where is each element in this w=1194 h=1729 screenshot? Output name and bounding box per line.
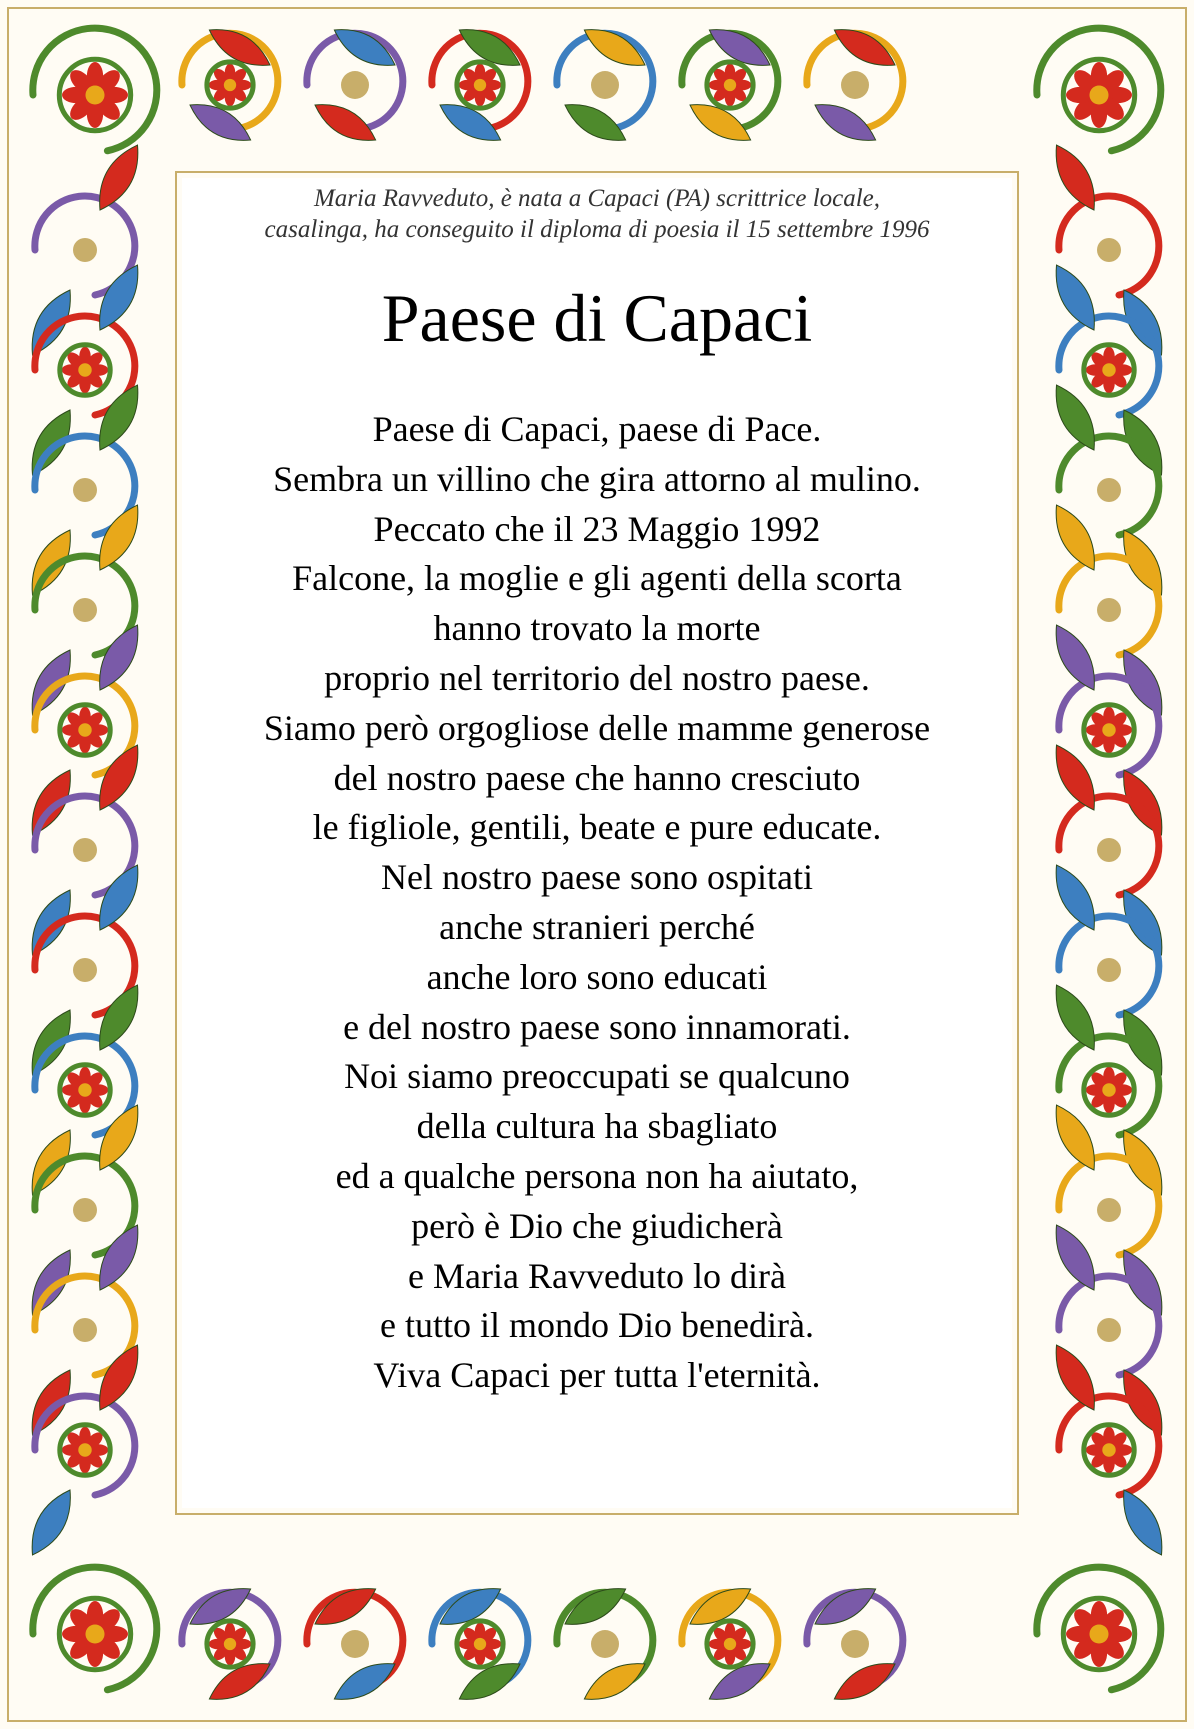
acanthus-leaf bbox=[1056, 145, 1094, 210]
acanthus-leaf bbox=[1124, 1490, 1162, 1555]
acanthus-leaf bbox=[100, 745, 138, 810]
gold-leaf-dot bbox=[341, 71, 369, 99]
acanthus-leaf bbox=[1056, 505, 1094, 570]
acanthus-leaf bbox=[100, 385, 138, 450]
acanthus-leaf bbox=[1056, 1345, 1094, 1410]
acanthus-leaf bbox=[100, 985, 138, 1050]
gold-leaf-dot bbox=[73, 1198, 97, 1222]
acanthus-leaf bbox=[1056, 625, 1094, 690]
acanthus-leaf bbox=[334, 1664, 395, 1700]
poem-line: le figliole, gentili, beate e pure educate. bbox=[312, 807, 882, 848]
flower-center bbox=[724, 1638, 736, 1650]
acanthus-leaf bbox=[100, 265, 138, 330]
poem-line: Paese di Capaci, paese di Pace. bbox=[372, 409, 822, 449]
poem-line: ed a qualche persona non ha aiutato, bbox=[335, 1155, 859, 1196]
acanthus-leaf bbox=[100, 865, 138, 930]
acanthus-leaf bbox=[100, 1225, 138, 1290]
acanthus-leaf bbox=[315, 105, 376, 141]
flower-center bbox=[78, 1443, 91, 1456]
flower-center bbox=[1102, 363, 1115, 376]
acanthus-leaf bbox=[100, 145, 138, 210]
poem-line: e Maria Ravveduto lo dirà bbox=[408, 1255, 786, 1296]
acanthus-leaf bbox=[1056, 1225, 1094, 1290]
acanthus-leaf bbox=[440, 105, 501, 141]
acanthus-leaf bbox=[100, 1105, 138, 1170]
acanthus-leaf bbox=[565, 105, 626, 141]
poem-line: però è Dio che giudicherà bbox=[411, 1205, 783, 1246]
poem-line: Falcone, la moglie e gli agenti della scorta bbox=[292, 558, 902, 599]
flower-center bbox=[78, 1083, 91, 1096]
poem-line: Peccato che il 23 Maggio 1992 bbox=[373, 508, 821, 549]
flower-center bbox=[474, 1638, 486, 1650]
caption-line-2: casalinga, ha conseguito il diploma di poesia il 15 settembre 1996 bbox=[264, 216, 930, 243]
poem-line: hanno trovato la morte bbox=[433, 608, 761, 649]
poem-line: e tutto il mondo Dio benedirà. bbox=[380, 1305, 814, 1346]
acanthus-leaf bbox=[209, 1664, 270, 1700]
flower-center bbox=[224, 79, 236, 91]
flower-center bbox=[78, 723, 91, 736]
gold-leaf-dot bbox=[841, 71, 869, 99]
flower-center bbox=[224, 1638, 236, 1650]
gold-leaf-dot bbox=[73, 838, 97, 862]
poem-line: proprio nel territorio del nostro paese. bbox=[324, 657, 870, 698]
author-caption bbox=[182, 183, 1012, 245]
gold-leaf-dot bbox=[341, 1630, 369, 1658]
acanthus-leaf bbox=[100, 505, 138, 570]
acanthus-leaf bbox=[100, 1345, 138, 1410]
gold-leaf-dot bbox=[591, 71, 619, 99]
flower-center bbox=[474, 79, 486, 91]
gold-leaf-dot bbox=[73, 958, 97, 982]
gold-leaf-dot bbox=[73, 598, 97, 622]
acanthus-leaf bbox=[100, 625, 138, 690]
acanthus-leaf bbox=[1056, 745, 1094, 810]
acanthus-leaf bbox=[690, 105, 751, 141]
gold-leaf-dot bbox=[73, 478, 97, 502]
gold-leaf-dot bbox=[841, 1630, 869, 1658]
caption-line-1: Maria Ravveduto, è nata a Capaci (PA) scrittrice locale, bbox=[313, 185, 881, 212]
gold-leaf-dot bbox=[1097, 1198, 1121, 1222]
acanthus-leaf bbox=[584, 1664, 645, 1700]
poem-title: Paese di Capaci bbox=[381, 280, 813, 356]
acanthus-leaf bbox=[1056, 865, 1094, 930]
acanthus-leaf bbox=[190, 105, 251, 141]
gold-leaf-dot bbox=[1097, 1318, 1121, 1342]
flower-center bbox=[1102, 723, 1115, 736]
acanthus-leaf bbox=[1056, 385, 1094, 450]
acanthus-leaf bbox=[834, 1664, 895, 1700]
acanthus-leaf bbox=[815, 105, 876, 141]
poem-line: Noi siamo preoccupati se qualcuno bbox=[344, 1056, 850, 1097]
gold-leaf-dot bbox=[591, 1630, 619, 1658]
gold-leaf-dot bbox=[1097, 238, 1121, 262]
flower-center bbox=[1089, 85, 1108, 104]
poem-line: Siamo però orgogliose delle mamme generose bbox=[263, 707, 931, 748]
poem-line: anche loro sono educati bbox=[426, 956, 768, 997]
flower-center bbox=[1102, 1083, 1115, 1096]
flower-center bbox=[85, 1624, 104, 1643]
gold-leaf-dot bbox=[73, 238, 97, 262]
flower-center bbox=[1102, 1443, 1115, 1456]
gold-leaf-dot bbox=[1097, 958, 1121, 982]
gold-leaf-dot bbox=[1097, 478, 1121, 502]
poem-line: Sembra un villino che gira attorno al mulino. bbox=[273, 458, 921, 499]
flower-center bbox=[724, 79, 736, 91]
poem-line: e del nostro paese sono innamorati. bbox=[343, 1006, 851, 1047]
poem-line: anche stranieri perché bbox=[439, 906, 755, 947]
flower-center bbox=[78, 363, 91, 376]
flower-center bbox=[1089, 1624, 1108, 1643]
acanthus-leaf bbox=[1056, 985, 1094, 1050]
acanthus-leaf bbox=[1056, 1105, 1094, 1170]
acanthus-leaf bbox=[1056, 265, 1094, 330]
poem-body bbox=[182, 405, 1012, 1401]
gold-leaf-dot bbox=[73, 1318, 97, 1342]
flower-center bbox=[85, 85, 104, 104]
poem-line: della cultura ha sbagliato bbox=[416, 1106, 778, 1147]
poem-line: Nel nostro paese sono ospitati bbox=[381, 857, 813, 898]
poem-line: del nostro paese che hanno cresciuto bbox=[333, 757, 861, 798]
acanthus-leaf bbox=[459, 1664, 520, 1700]
gold-leaf-dot bbox=[1097, 598, 1121, 622]
poem-line: Viva Capaci per tutta l'eternità. bbox=[373, 1355, 821, 1396]
gold-leaf-dot bbox=[1097, 838, 1121, 862]
acanthus-leaf bbox=[709, 1664, 770, 1700]
acanthus-leaf bbox=[32, 1490, 70, 1555]
